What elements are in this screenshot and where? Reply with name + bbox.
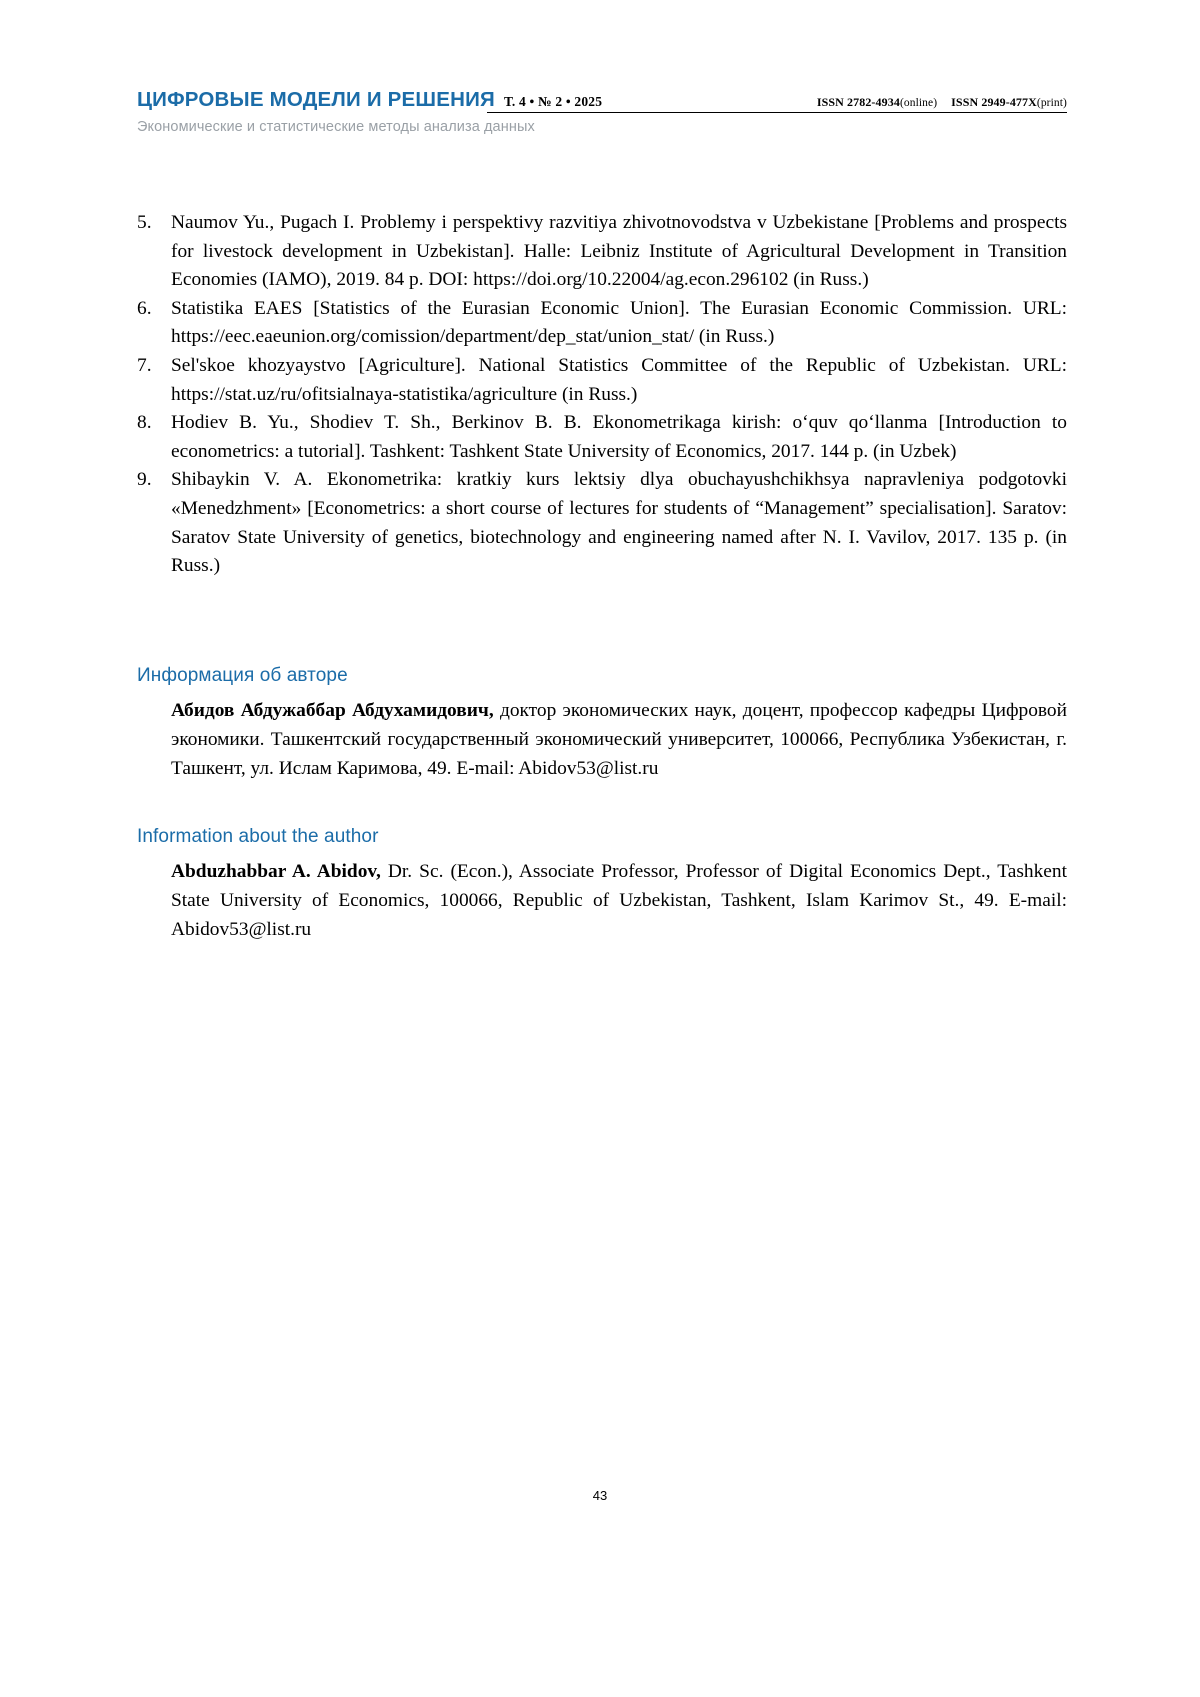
list-item [137, 352, 1067, 409]
reference-number: 9. [137, 469, 152, 491]
issn-online: ISSN 2782-4934 [816, 95, 900, 109]
section-kicker: Экономические и статистические методы анализа данных [137, 119, 535, 135]
author-name-en: Abduzhabbar A. Abidov, [171, 861, 381, 882]
issn-print-label: (print) [1036, 97, 1067, 109]
reference-number: 5. [137, 212, 152, 233]
list-item [137, 209, 1067, 295]
reference-text: Shibaykin V. A. Ekonometrika: kratkiy kurs lektsiy dlya obuchayushchikhsya napravleniya podgotovki «Menedzhment» [Econometrics: a short course of lectures for students of “Management” specialisation]. Saratov: Saratov State University of genetics, biotechnology and engineering named after N. I. Vavilov, 2017. 135 p. (in Russ.) [171, 469, 1067, 577]
journal-title: ЦИФРОВЫЕ МОДЕЛИ И РЕШЕНИЯ [137, 88, 495, 111]
author-info-ru [171, 697, 1067, 783]
issn-online-label: (online) [899, 97, 938, 109]
header-row [137, 88, 1067, 112]
volume-issue-year: Т. 4 • № 2 • 2025 [503, 94, 603, 109]
reference-number: 7. [137, 354, 152, 376]
author-info-heading-ru: Информация об авторе [137, 665, 348, 686]
list-item [137, 466, 1067, 580]
issn-block [817, 95, 1067, 110]
author-details-ru: доктор экономических наук, доцент, профессор кафедры Цифровой экономики. Ташкентский государственный экономический университет, 100066, Республика Узбекистан, г. Ташкент, ул. Ислам Каримова, 49. E-mail: Abidov53@list.ru [171, 700, 1067, 779]
list-item [137, 409, 1067, 466]
reference-text: Sel'skoe khozyaystvo [Agriculture]. National Statistics Committee of the Republic of Uzbekistan. URL: https://stat.uz/ru/ofitsialnaya-statistika/agriculture (in Russ.) [171, 354, 1067, 405]
author-details-en: Dr. Sc. (Econ.), Associate Professor, Professor of Digital Economics Dept., Tashkent State University of Economics, 100066, Republic of Uzbekistan, Tashkent, Islam Karimov St., 49. E-mail: Abidov53@list.ru [171, 861, 1067, 940]
reference-number: 8. [137, 412, 152, 434]
author-info-en [171, 858, 1067, 944]
page-number: 43 [592, 1488, 608, 1503]
reference-text: Statistika EAES [Statistics of the Eurasian Economic Union]. The Eurasian Economic Commission. URL: https://eec.eaeunion.org/comission/department/dep_stat/union_stat/ (in Russ.) [171, 297, 1067, 348]
references-list [137, 209, 1067, 581]
reference-text: Naumov Yu., Pugach I. Problemy i perspektivy razvitiya zhivotnovodstva v Uzbekistane [Problems and prospects for livestock development in Uzbekistan]. Halle: Leibniz Institute of Agricultural Development in Transition Economies (IAMO), 2019. 84 p. DOI: https://doi.org/10.22004/ag.econ.296102 (in Russ.) [171, 212, 1067, 291]
header-divider [487, 112, 1067, 113]
reference-text: Hodiev B. Yu., Shodiev T. Sh., Berkinov B. B. Ekonometrikaga kirish: o‘quv qo‘llanma [Introduction to econometrics: a tutorial]. Tashkent: Tashkent State University of Economics, 2017. 144 p. (in Uzbek) [171, 412, 1067, 462]
author-name-ru: Абидов Абдужаббар Абдухамидович, [171, 700, 494, 721]
page-header [137, 88, 1067, 112]
issn-print: ISSN 2949-477X [951, 95, 1037, 109]
list-item [137, 295, 1067, 352]
reference-number: 6. [137, 297, 152, 319]
author-info-heading-en: Information about the author [137, 826, 379, 847]
